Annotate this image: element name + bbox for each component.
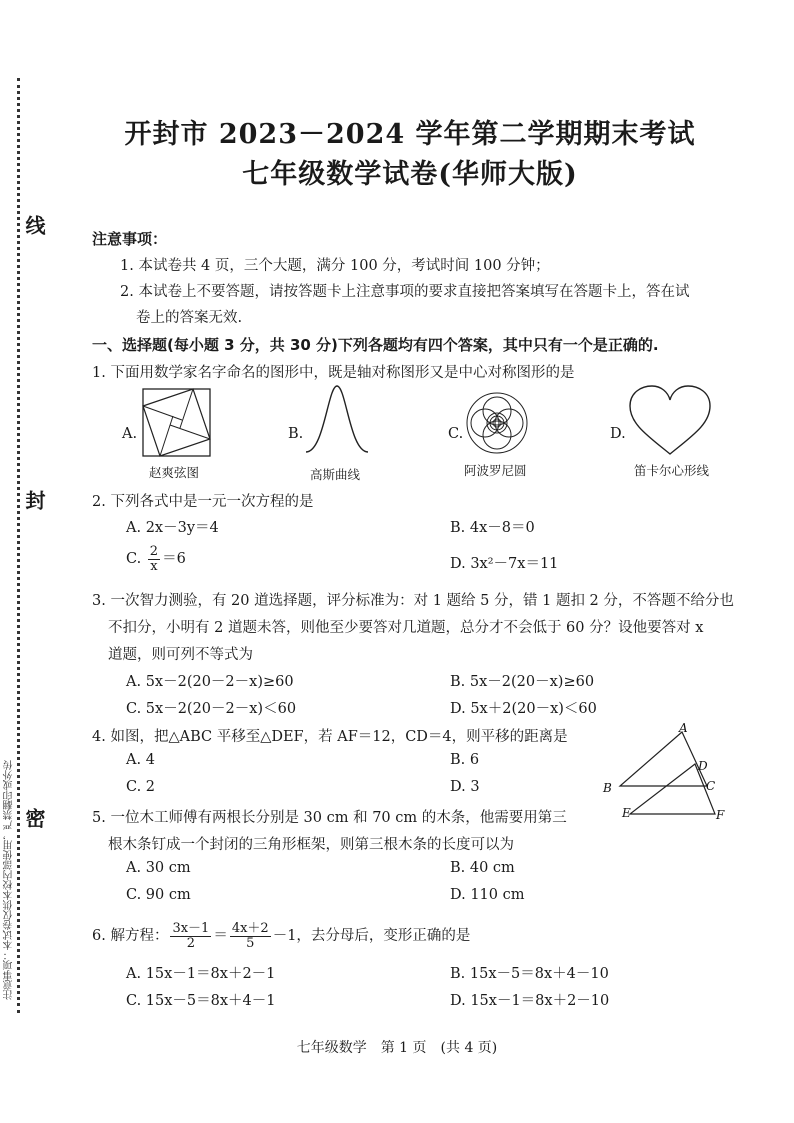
q6-stem [92, 922, 470, 950]
fig-label-c: C [706, 779, 716, 793]
q2-c-numerator: 2 [149, 544, 159, 559]
q3-option-b: B. 5x－2(20－x)≥60 [450, 674, 595, 690]
q3-option-d: D. 5x＋2(20－x)＜60 [450, 701, 597, 717]
zhao-shuang-figure [142, 388, 212, 458]
gauss-curve-figure [306, 384, 368, 456]
cardioid-heart-figure [628, 386, 712, 458]
apollonius-circles-figure [462, 388, 532, 458]
fig-label-e: E [622, 806, 631, 820]
q2-c-fraction [148, 545, 160, 573]
seal-char-mi: 密 [22, 808, 46, 828]
q1-option-b-label: B. [288, 426, 304, 442]
q6-option-a: A. 15x－1＝8x＋2－1 [126, 966, 276, 982]
notice-item-2: 2. 本试卷上不要答题，请按答题卡上注意事项的要求直接把答案填写在答题卡上，答在试 [120, 284, 690, 300]
seal-char-xian: 线 [22, 215, 46, 235]
q6-option-c: C. 15x－5＝8x＋4－1 [126, 993, 276, 1009]
q1-stem: 1. 下面用数学家名字命名的图形中，既是轴对称图形又是中心对称图形的是 [92, 365, 575, 381]
q2-option-b: B. 4x－8＝0 [450, 520, 535, 536]
q4-option-a: A. 4 [126, 752, 155, 768]
seal-char-feng: 封 [22, 490, 46, 510]
q6-prefix: 6. 解方程： [92, 928, 169, 945]
margin-note: 注意事项：本试卷仅供本校内部使用，严禁翻印或外传 [4, 760, 15, 1000]
q4-option-b: B. 6 [450, 752, 480, 768]
q1-caption-a: 赵爽弦图 [149, 465, 200, 480]
q5-option-d: D. 110 cm [450, 887, 525, 903]
fig-label-d: D [698, 759, 708, 773]
fig-label-b: B [603, 781, 612, 795]
q6-fraction-1 [170, 922, 211, 950]
q6-option-b: B. 15x－5＝8x＋4－10 [450, 966, 609, 982]
q2-option-a: A. 2x－3y＝4 [126, 520, 219, 536]
fig-label-f: F [716, 808, 725, 822]
q2-c-denominator: x [150, 558, 158, 574]
notice-item-2-cont: 卷上的答案无效. [136, 310, 243, 326]
q4-option-d: D. 3 [450, 779, 480, 795]
notice-item-1: 1. 本试卷共 4 页，三个大题，满分 100 分，考试时间 100 分钟； [120, 258, 550, 274]
q5-option-c: C. 90 cm [126, 887, 191, 903]
q4-stem: 4. 如图，把△ABC 平移至△DEF，若 AF＝12，CD＝4，则平移的距离是 [92, 729, 568, 745]
q1-caption-b: 高斯曲线 [310, 467, 361, 482]
q5-line-1: 5. 一位木工师傅有两根长分别是 30 cm 和 70 cm 的木条，他需要用第三 [92, 810, 567, 826]
q6-fraction-2 [230, 922, 271, 950]
q1-option-d-label: D. [610, 426, 626, 442]
section-1-heading: 一、选择题(每小题 3 分，共 30 分)下列各题均有四个答案，其中只有一个是正确的. [92, 336, 659, 354]
q2-option-c-suffix: ＝6 [162, 551, 186, 568]
q5-line-2: 根木条钉成一个封闭的三角形框架，则第三根木条的长度可以为 [108, 837, 514, 853]
q3-line-2: 不扣分，小明有 2 道题未答，则他至少要答对几道题，总分才不会低于 60 分？设他要答对 x [108, 620, 704, 636]
q6-f1-numerator: 3x－1 [172, 921, 210, 936]
q3-line-1: 3. 一次智力测验，有 20 道选择题，评分标准为：对 1 题给 5 分，错 1 题扣 2 分，不答题不给分也 [92, 593, 734, 609]
exam-subtitle: 七年级数学试卷(华师大版) [242, 159, 578, 190]
q2-option-c-prefix: C. [126, 551, 142, 568]
q3-line-3: 道题，则可列不等式为 [108, 647, 253, 663]
q5-option-b: B. 40 cm [450, 860, 515, 876]
q2-option-c [126, 545, 186, 573]
exam-title: 开封市 2023－2024 学年第二学期期末考试 [124, 119, 696, 150]
q6-f2-numerator: 4x＋2 [231, 921, 269, 936]
q1-caption-d: 笛卡尔心形线 [634, 463, 710, 478]
q1-option-c-label: C. [448, 426, 464, 442]
notice-heading: 注意事项： [92, 230, 168, 248]
q6-f2-denominator: 5 [246, 935, 255, 951]
q1-option-a-label: A. [122, 426, 138, 442]
translation-triangle-figure [600, 722, 730, 822]
q3-option-c: C. 5x－2(20－2－x)＜60 [126, 701, 297, 717]
q2-option-d: D. 3x²－7x＝11 [450, 556, 559, 572]
q6-f1-denominator: 2 [186, 935, 196, 951]
q6-equals: ＝ [213, 928, 228, 945]
page-footer: 七年级数学 第 1 页 (共 4 页) [296, 1040, 498, 1056]
q6-suffix: －1，去分母后，变形正确的是 [272, 928, 471, 945]
q1-caption-c: 阿波罗尼圆 [464, 463, 527, 478]
q2-stem: 2. 下列各式中是一元一次方程的是 [92, 494, 314, 510]
q5-option-a: A. 30 cm [126, 860, 191, 876]
q3-option-a: A. 5x－2(20－2－x)≥60 [126, 674, 294, 690]
fig-label-a: A [679, 721, 688, 735]
q6-option-d: D. 15x－1＝8x＋2－10 [450, 993, 610, 1009]
q4-option-c: C. 2 [126, 779, 156, 795]
